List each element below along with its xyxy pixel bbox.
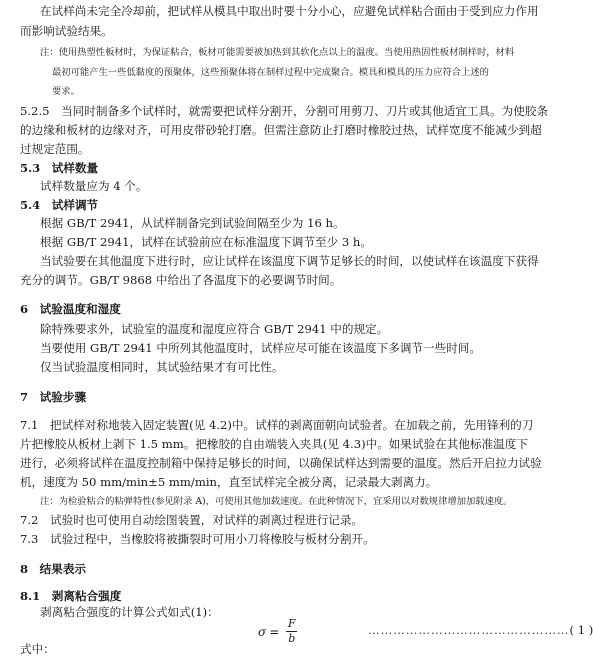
formula-numerator: F — [287, 617, 296, 630]
note-line: 要求。 — [52, 86, 80, 97]
formula-1 — [258, 618, 297, 645]
paragraph-line: 除特殊要求外，试验室的温度和湿度应符合 GB/T 2941 中的规定。 — [40, 322, 389, 336]
paragraph-line: 过规定范围。 — [20, 142, 90, 156]
paragraph-line: 当试验要在其他温度下进行时，应让试样在该温度下调节足够长的时间，以使试样在该温度下获得 — [40, 254, 539, 268]
paragraph-line: 试样数量应为 4 个。 — [40, 179, 148, 193]
equation-number-line — [368, 623, 593, 638]
section-heading-8: 8 结果表示 — [20, 562, 87, 576]
section-heading-5-4: 5.4 试样调节 — [20, 198, 99, 212]
paragraph-line: 根据 GB/T 2941，从试样制备完到试验间隔至少为 16 h。 — [40, 216, 345, 230]
paragraph-line: 进行，必须将试样在温度控制箱中保持足够长的时间，以确保试样达到需要的温度。然后开启拉力试验 — [20, 456, 542, 470]
clause-7-3: 7.3 试验过程中，当橡胶将被撕裂时可用小刀将橡胶与板材分割开。 — [20, 532, 375, 546]
where-label: 式中： — [20, 642, 55, 656]
paragraph-line: 当要使用 GB/T 2941 中所列其他温度时，试样应尽可能在该温度下多调节一些时间。 — [40, 341, 481, 355]
paragraph-line: 机，速度为 50 mm/min±5 mm/min，直至试样完全被分离，记录最大剥离力。 — [20, 475, 438, 489]
paragraph-line: 在试样尚未完全冷却前，把试样从模具中取出时要十分小心，应避免试样粘合面由于受到应力作用 — [40, 4, 539, 18]
paragraph-line: 充分的调节。GB/T 9868 中给出了各温度下的必要调节时间。 — [20, 273, 342, 287]
note-line: 注：为检验粘合的粘弹特性(参见附录 A)，可使用其他加载速度。在此种情况下，宜采用以对数规律增加加载速度。 — [40, 496, 513, 507]
section-heading-6: 6 试验温度和湿度 — [20, 302, 121, 316]
paragraph-line: 而影响试验结果。 — [20, 24, 113, 38]
section-heading-5-3: 5.3 试样数量 — [20, 161, 99, 175]
clause-5-2-5: 5.2.5 当同时制备多个试样时，就需要把试样分割开，分割可用剪刀、刀片或其他适宜工具。为使胶条 — [20, 104, 549, 118]
paragraph-line: 片把橡胶从板材上剥下 1.5 mm。把橡胶的自由端装入夹具(见 4.3)中。如果试验在其他标准温度下 — [20, 437, 528, 451]
note-line: 注：使用热塑性板材时，为保证粘合，板材可能需要被加热到其软化点以上的温度。当使用热固性板材制样时，材料 — [40, 47, 515, 58]
note-line: 最初可能产生一些低黏度的预聚体，这些预聚体将在制样过程中完成聚合。模具和模具的压力应符合上述的 — [52, 67, 489, 78]
paragraph-line: 根据 GB/T 2941，试样在试验前应在标准温度下调节至少 3 h。 — [40, 235, 372, 249]
paragraph-line: 的边缘和板材的边缘对齐，可用皮带砂轮打磨。但需注意防止打磨时橡胶过热，试样宽度不能减少到超 — [20, 123, 542, 137]
formula-equals: = — [269, 624, 280, 639]
section-heading-8-1: 8.1 剥离粘合强度 — [20, 589, 122, 603]
formula-denominator: b — [288, 632, 296, 645]
equation-number: ( 1 ) — [569, 623, 593, 637]
formula-fraction — [286, 618, 297, 645]
leader-dots: ………………………………………… — [368, 623, 570, 637]
paragraph-line: 仅当试验温度相同时，其试验结果才有可比性。 — [40, 360, 284, 374]
clause-7-2: 7.2 试验时也可使用自动绘图装置，对试样的剥离过程进行记录。 — [20, 513, 364, 527]
clause-7-1: 7.1 把试样对称地装入固定装置(见 4.2)中。试样的剥离面朝向试验者。在加载之前，先用锋利的刀 — [20, 418, 534, 432]
section-heading-7: 7 试验步骤 — [20, 390, 87, 404]
paragraph-line: 剥离粘合强度的计算公式如式(1)： — [40, 605, 219, 619]
formula-lhs: σ — [258, 624, 267, 639]
